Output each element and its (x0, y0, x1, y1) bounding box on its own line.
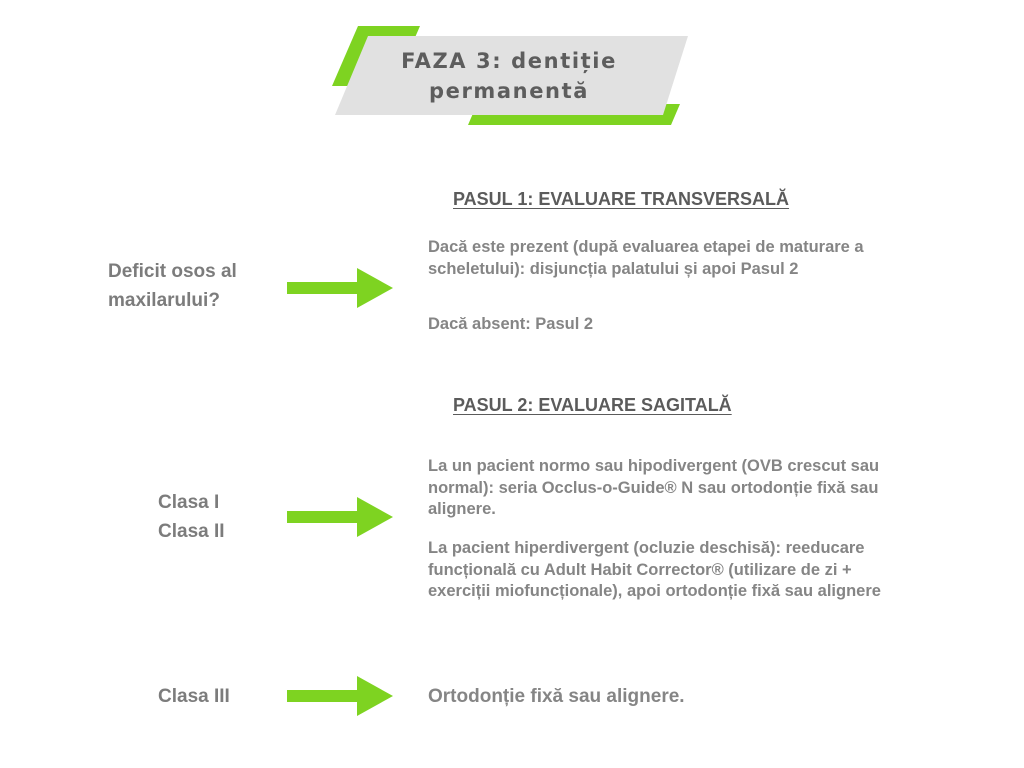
page-title-line-1: FAZA 3: dentiție (401, 49, 617, 73)
class-i-ii-label (158, 488, 225, 546)
step2-normo-text: La un pacient normo sau hipodivergent (OVB crescut sau normal): seria Occlus-o-Guide® N sau ortodonție fixă sau alignere. (428, 457, 880, 518)
class-iii-label: Clasa III (158, 686, 230, 707)
step1-question-line-1: Deficit osos al (108, 261, 237, 282)
class-i-label: Clasa I (158, 492, 220, 513)
arrow-right-icon (287, 268, 393, 308)
class-ii-label: Clasa II (158, 521, 225, 542)
page-title-line-2: permanentă (428, 79, 590, 103)
arrow-right-icon (287, 676, 393, 716)
step2-heading: PASUL 2: EVALUARE SAGITALĂ (453, 395, 732, 415)
arrow-right-icon (287, 497, 393, 537)
step1-question-line-2: maxilarului? (108, 290, 220, 311)
step1-present-text: Dacă este prezent (după evaluarea etapei de maturare a scheletului): disjuncția palatului și apoi Pasul 2 (428, 238, 864, 278)
step2-hyper-text: La pacient hiperdivergent (ocluzie deschisă): reeducare funcțională cu Adult Habit Corrector® (utilizare de zi + exerciții miofuncționale), apoi ortodonție fixă sau alignere (428, 539, 881, 600)
class-iii-text: Ortodonție fixă sau alignere. (428, 686, 685, 707)
step1-heading: PASUL 1: EVALUARE TRANSVERSALĂ (453, 189, 790, 209)
step1-question (108, 257, 237, 315)
page-title (370, 46, 648, 106)
title-banner (330, 22, 690, 132)
step1-absent-text: Dacă absent: Pasul 2 (428, 315, 594, 333)
